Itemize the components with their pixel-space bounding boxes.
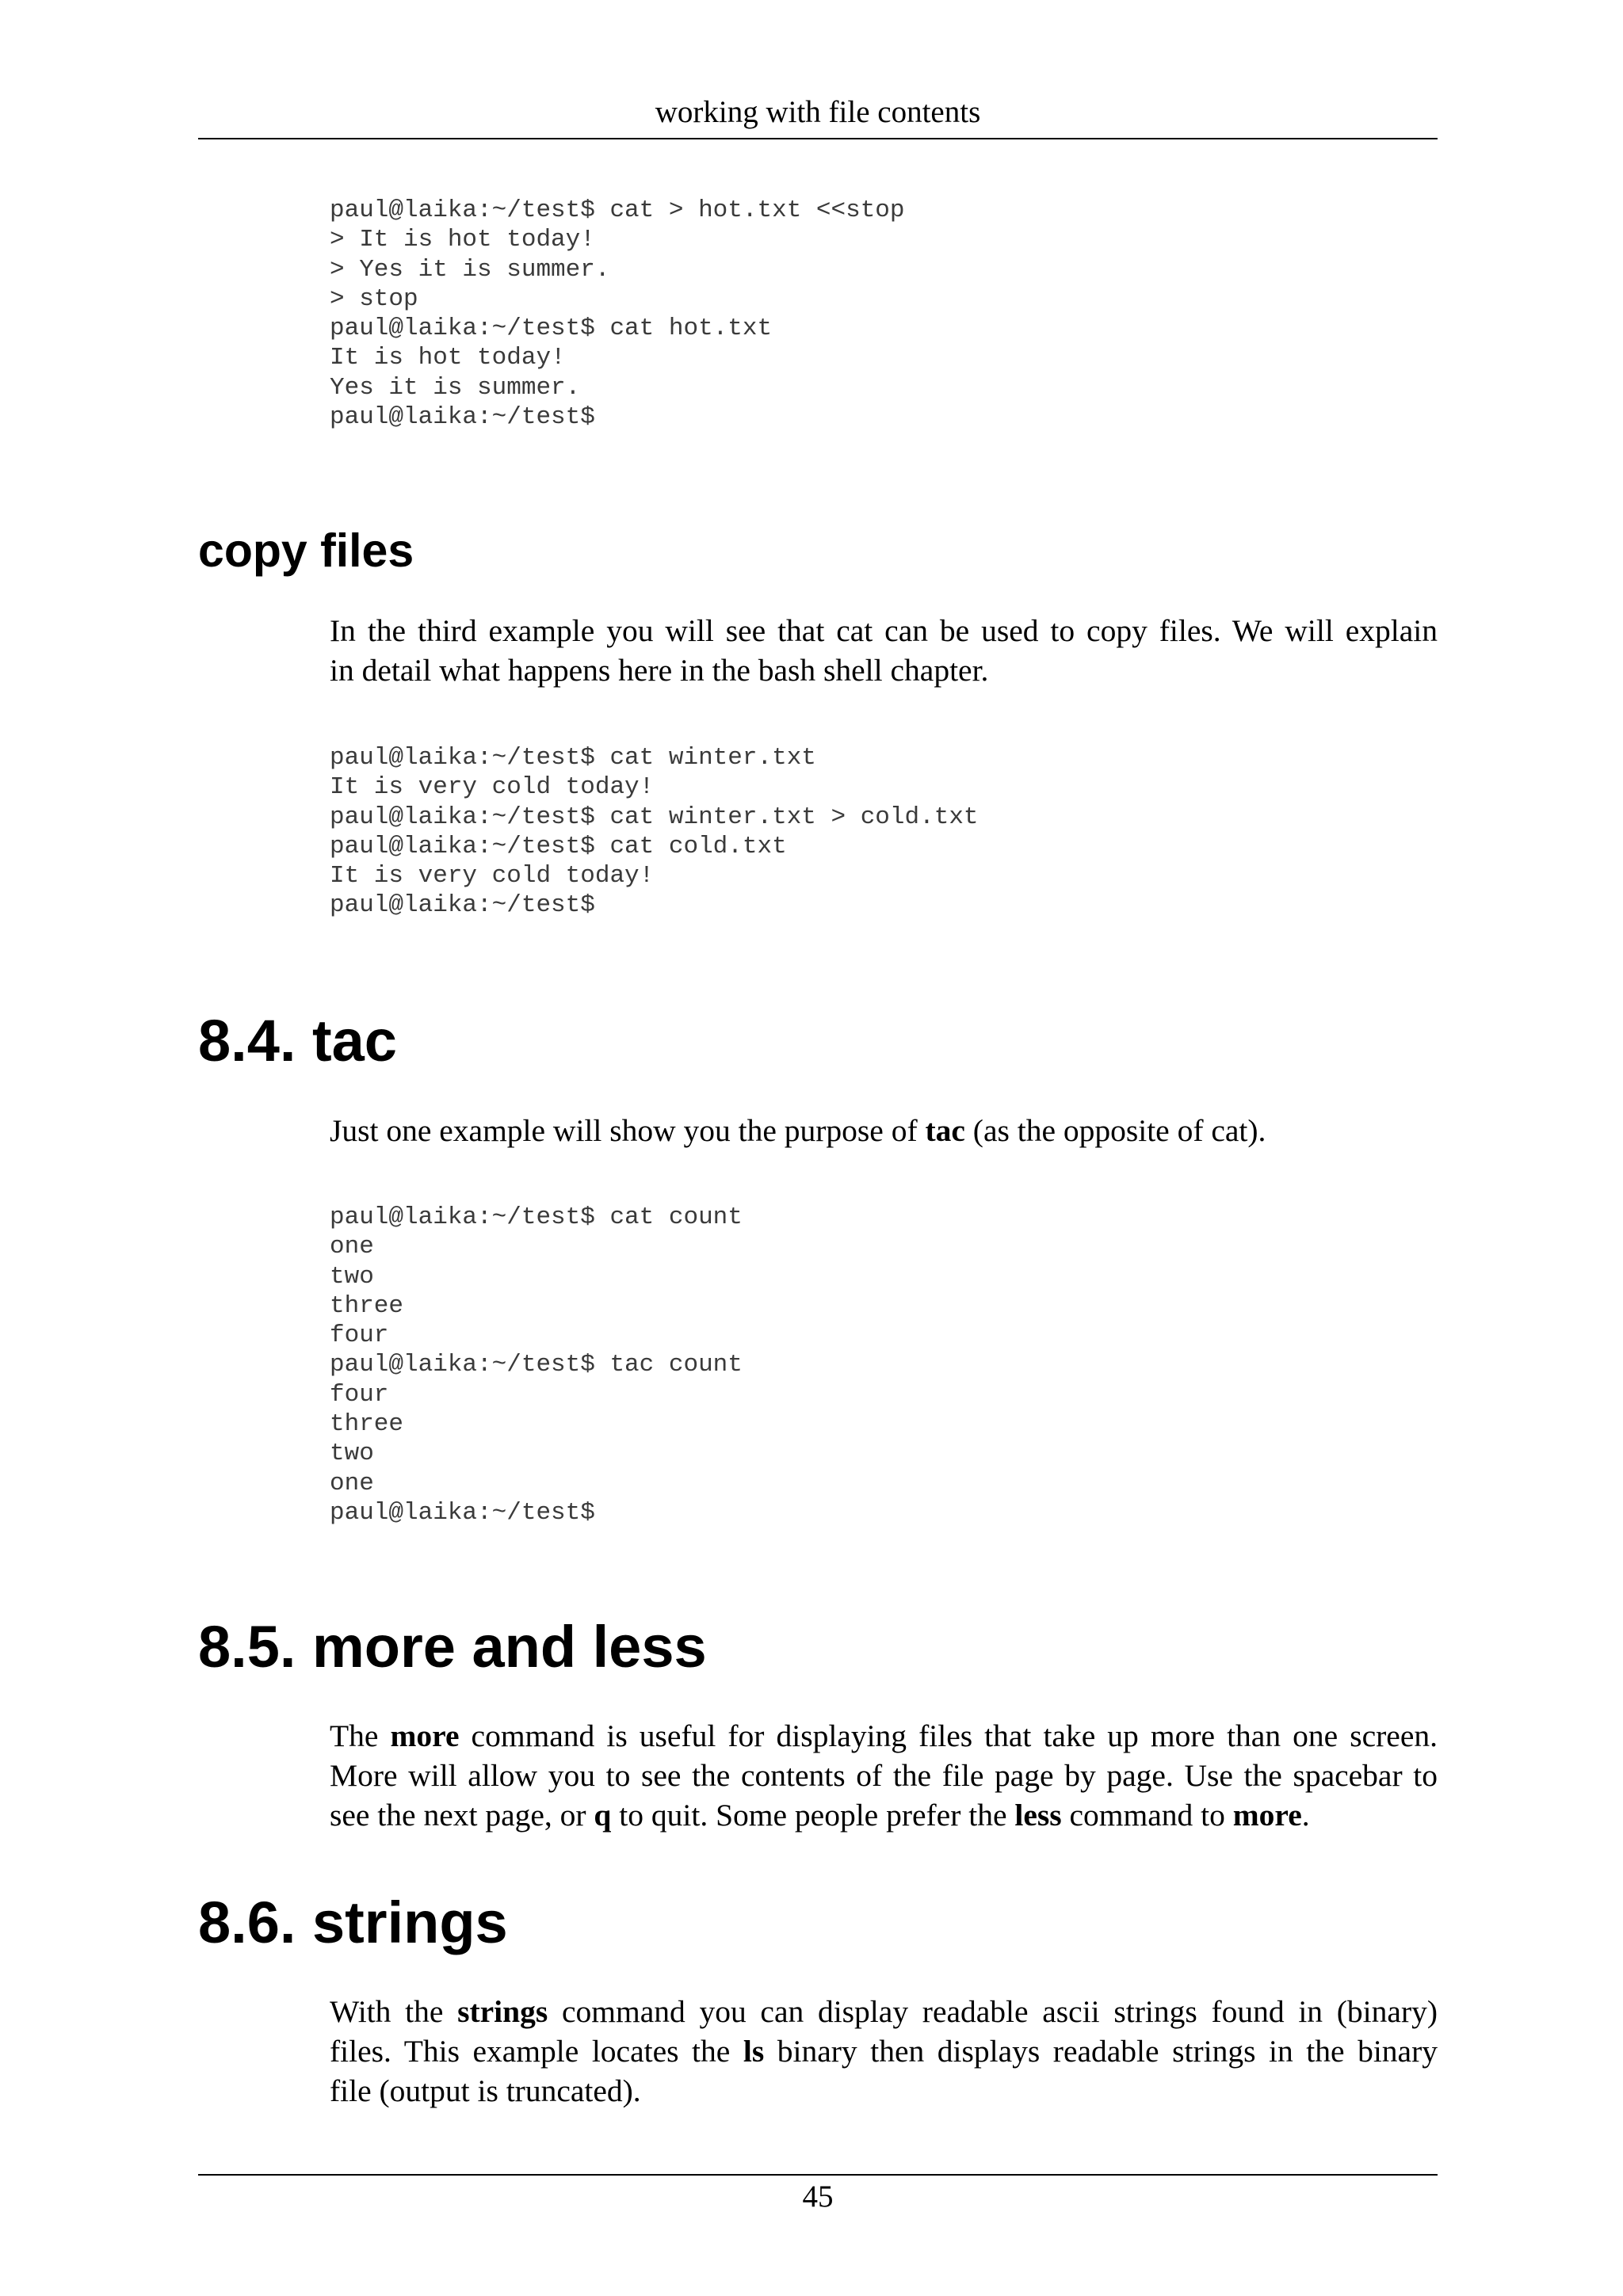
command-less: less [1014,1798,1062,1833]
text-run: binary then displays readable strings in the binary [764,2034,1438,2069]
code-line: two [330,1262,374,1291]
code-block-hot [330,196,905,432]
command-ls: ls [743,2034,765,2069]
code-line: four [330,1380,389,1409]
copy-files-paragraph [330,611,1438,690]
code-line: paul@laika:~/test$ cat > hot.txt <<stop [330,196,905,224]
text-run: . [1301,1798,1310,1833]
page-number: 45 [802,2180,834,2214]
text-run: command is useful for displaying files that take up more than one screen. [459,1718,1438,1753]
paragraph-line [330,1795,1438,1835]
running-header: working with file contents [655,95,981,129]
code-line: paul@laika:~/test$ cat count [330,1203,743,1231]
strings-paragraph [330,1992,1438,2111]
text-run: command you can display readable ascii strings found in (binary) [548,1994,1438,2029]
text-run: see the next page, or [330,1798,594,1833]
code-line: It is very cold today! [330,773,655,802]
section-heading-more-and-less: 8.5. more and less [198,1614,707,1680]
code-line: paul@laika:~/test$ [330,1498,595,1527]
code-line: paul@laika:~/test$ cat cold.txt [330,832,787,860]
code-line: paul@laika:~/test$ [330,403,595,432]
code-line: two [330,1440,374,1468]
code-block-copy-files [330,743,979,921]
code-line: three [330,1291,404,1320]
paragraph-line: More will allow you to see the contents of the file page by page. Use the spacebar to [330,1758,1438,1793]
text-run: to quit. Some people prefer the [611,1798,1015,1833]
paragraph-line [330,1716,1438,1756]
key-q: q [594,1798,612,1833]
code-line: > stop [330,284,418,313]
code-line: paul@laika:~/test$ [330,891,595,920]
paragraph-line: file (output is truncated). [330,2073,641,2108]
code-line: It is hot today! [330,344,566,372]
text-run: command to [1061,1798,1233,1833]
code-line: Yes it is summer. [330,373,581,402]
code-line: paul@laika:~/test$ tac count [330,1351,743,1379]
paragraph-line [330,1992,1438,2031]
section-heading-tac: 8.4. tac [198,1008,397,1074]
paragraph-line: in detail what happens here in the bash shell chapter. [330,653,989,688]
command-more: more [390,1718,460,1753]
code-block-tac [330,1203,743,1527]
code-line: paul@laika:~/test$ cat hot.txt [330,315,773,343]
section-heading-strings: 8.6. strings [198,1890,508,1955]
text-run: files. This example locates the [330,2034,743,2069]
footer-rule [198,2174,1438,2176]
command-tac: tac [925,1113,965,1148]
code-line: > Yes it is summer. [330,255,610,284]
tac-paragraph [330,1111,1438,1150]
code-line: one [330,1469,374,1497]
more-less-paragraph [330,1716,1438,1835]
code-line: > It is hot today! [330,226,595,254]
paragraph-line [330,2031,1438,2071]
paragraph-line [330,1111,1438,1150]
text-run: Just one example will show you the purpose of [330,1113,926,1148]
code-line: one [330,1233,374,1261]
code-line: paul@laika:~/test$ cat winter.txt [330,744,816,772]
section-heading-copy-files: copy files [198,524,414,577]
text-run: (as the opposite of cat). [964,1113,1266,1148]
command-strings: strings [457,1994,548,2029]
header-rule [198,138,1438,139]
command-more: more [1232,1798,1302,1833]
code-line: It is very cold today! [330,862,655,891]
paragraph-line: In the third example you will see that cat can be used to copy files. We will explain [330,613,1438,648]
code-line: paul@laika:~/test$ cat winter.txt > cold.txt [330,803,979,831]
text-run: The [330,1718,391,1753]
code-line: four [330,1322,389,1350]
code-line: three [330,1410,404,1439]
text-run: With the [330,1994,458,2029]
